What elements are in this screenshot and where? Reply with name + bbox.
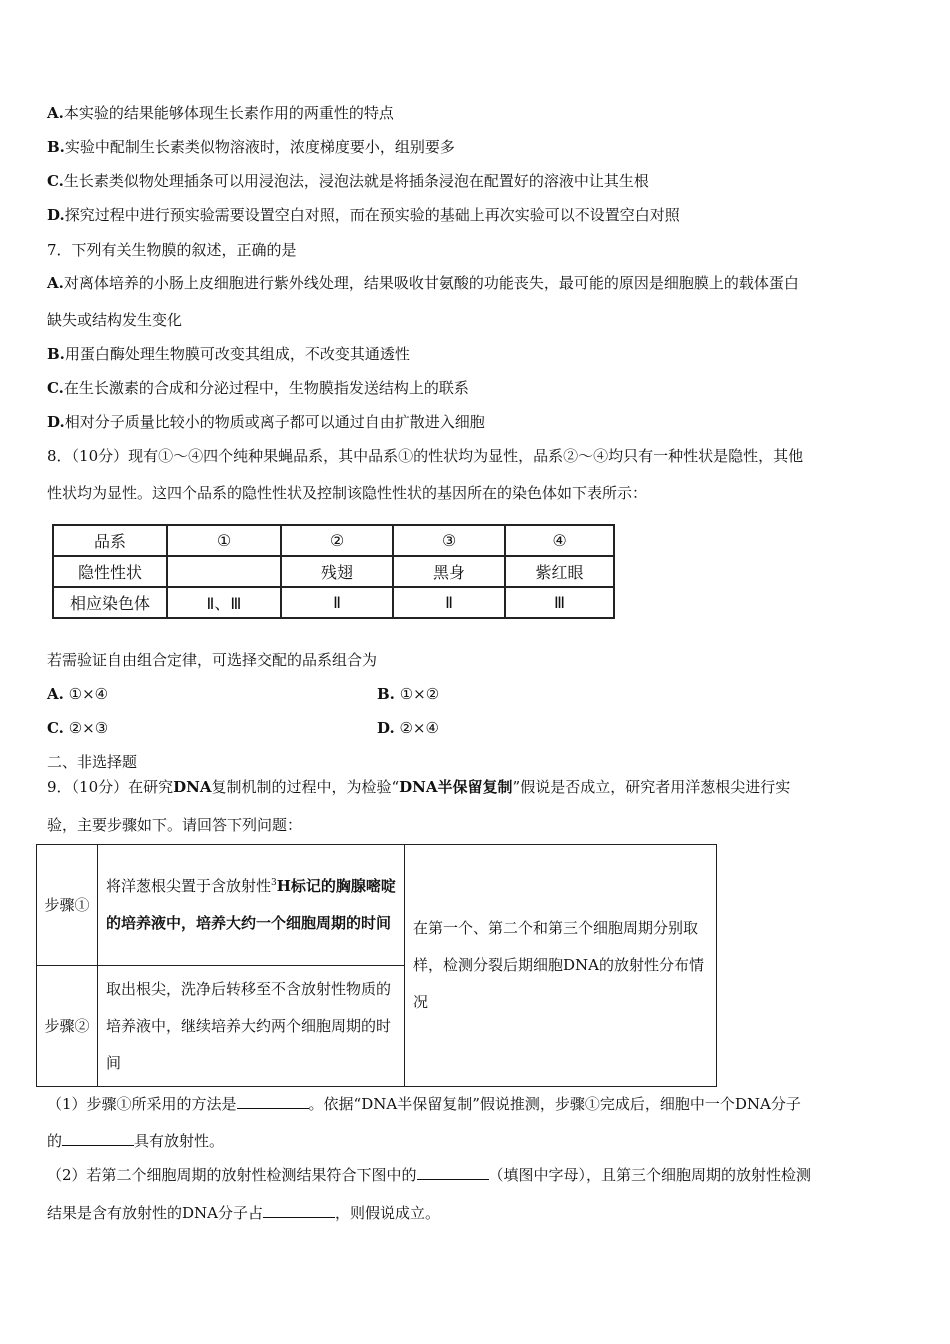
q7-option-c: C.在生长激素的合成和分泌过程中，生物膜指发送结构上的联系 xyxy=(47,379,469,397)
answer-blank[interactable] xyxy=(263,1203,335,1218)
q8-question: 若需验证自由组合定律，可选择交配的品系组合为 xyxy=(47,651,378,669)
table-cell: 黑身 xyxy=(393,556,505,587)
q8-option-d: D. ②×④ xyxy=(377,719,439,737)
answer-blank[interactable] xyxy=(62,1131,134,1146)
table-row xyxy=(53,556,614,587)
table-cell: 紫红眼 xyxy=(505,556,614,587)
q7-option-a-cont: 缺失或结构发生变化 xyxy=(47,311,183,329)
q6-option-a: A.本实验的结果能够体现生长素作用的两重性的特点 xyxy=(47,104,394,122)
answer-blank[interactable] xyxy=(417,1165,489,1180)
q6-option-c: C.生长素类似物处理插条可以用浸泡法，浸泡法就是将插条浸泡在配置好的溶液中让其生根 xyxy=(47,172,649,190)
q9-stem-line2: 验，主要步骤如下。请回答下列问题： xyxy=(47,816,303,834)
section-heading: 二、非选择题 xyxy=(47,753,138,771)
q7-option-d: D.相对分子质量比较小的物质或离子都可以通过自由扩散进入细胞 xyxy=(47,413,485,431)
q8-option-b: B. ①×② xyxy=(377,685,440,703)
q9-sub2-line1: （2）若第二个细胞周期的放射性检测结果符合下图中的 （填图中字母），且第三个细胞周期的放射性检测 xyxy=(47,1166,812,1184)
table-cell: ③ xyxy=(393,525,505,556)
answer-blank[interactable] xyxy=(237,1094,309,1109)
q9-stem-line1: 9．（10分）在研究DNA复制机制的过程中，为检验“DNA半保留复制”假说是否成立，研究者用洋葱根尖进行实 xyxy=(47,778,791,796)
table-row xyxy=(53,525,614,556)
detection-text: 在第一个、第二个和第三个细胞周期分别取样，检测分裂后期细胞DNA的放射性分布情况 xyxy=(405,845,717,1087)
step1-label: 步骤① xyxy=(37,845,98,966)
table-cell: ④ xyxy=(505,525,614,556)
q9-sub2-line2: 结果是含有放射性的DNA分子占 ，则假说成立。 xyxy=(47,1204,441,1222)
q8-option-c: C. ②×③ xyxy=(47,719,109,737)
table-row xyxy=(53,587,614,618)
q8-stem-line1: 8．（10分）现有①～④四个纯种果蝇品系，其中品系①的性状均为显性，品系②～④均只有一种性状是隐性，其他 xyxy=(47,447,804,465)
q9-sub1-line1: （1）步骤①所采用的方法是 。依据“DNA半保留复制”假说推测，步骤①完成后，细胞中一个DNA分子 xyxy=(47,1095,801,1113)
table-cell: Ⅲ xyxy=(505,587,614,618)
table-cell: ① xyxy=(167,525,281,556)
steps-table xyxy=(36,844,717,1087)
q6-option-b: B.实验中配制生长素类似物溶液时，浓度梯度要小，组别要多 xyxy=(47,138,455,156)
q8-option-a: A. ①×④ xyxy=(47,685,109,703)
q7-option-b: B.用蛋白酶处理生物膜可改变其组成，不改变其通透性 xyxy=(47,345,410,363)
step2-label: 步骤② xyxy=(37,966,98,1087)
table-cell: 隐性性状 xyxy=(53,556,167,587)
table-cell xyxy=(167,556,281,587)
table-cell: Ⅱ xyxy=(281,587,393,618)
step2-text: 取出根尖，洗净后转移至不含放射性物质的培养液中，继续培养大约两个细胞周期的时间 xyxy=(98,966,405,1087)
table-row xyxy=(37,845,717,966)
table-cell: Ⅱ xyxy=(393,587,505,618)
q7-stem: 7．下列有关生物膜的叙述，正确的是 xyxy=(47,241,297,259)
table-cell: 相应染色体 xyxy=(53,587,167,618)
table-cell: Ⅱ、Ⅲ xyxy=(167,587,281,618)
q8-stem-line2: 性状均为显性。这四个品系的隐性性状及控制该隐性性状的基因所在的染色体如下表所示： xyxy=(47,484,648,502)
table-cell: 残翅 xyxy=(281,556,393,587)
table-cell: 品系 xyxy=(53,525,167,556)
table-cell: ② xyxy=(281,525,393,556)
q6-option-d: D.探究过程中进行预实验需要设置空白对照，而在预实验的基础上再次实验可以不设置空白对照 xyxy=(47,206,680,224)
q7-option-a: A.对离体培养的小肠上皮细胞进行紫外线处理，结果吸收甘氨酸的功能丧失，最可能的原因是细胞膜上的载体蛋白 xyxy=(47,274,799,292)
strain-table xyxy=(52,524,615,619)
step1-text: 将洋葱根尖置于含放射性$^3$H标记的胸腺嘧啶的培养液中，培养大约一个细胞周期的时间 xyxy=(98,845,405,966)
q9-sub1-line2: 的 具有放射性。 xyxy=(47,1132,225,1150)
